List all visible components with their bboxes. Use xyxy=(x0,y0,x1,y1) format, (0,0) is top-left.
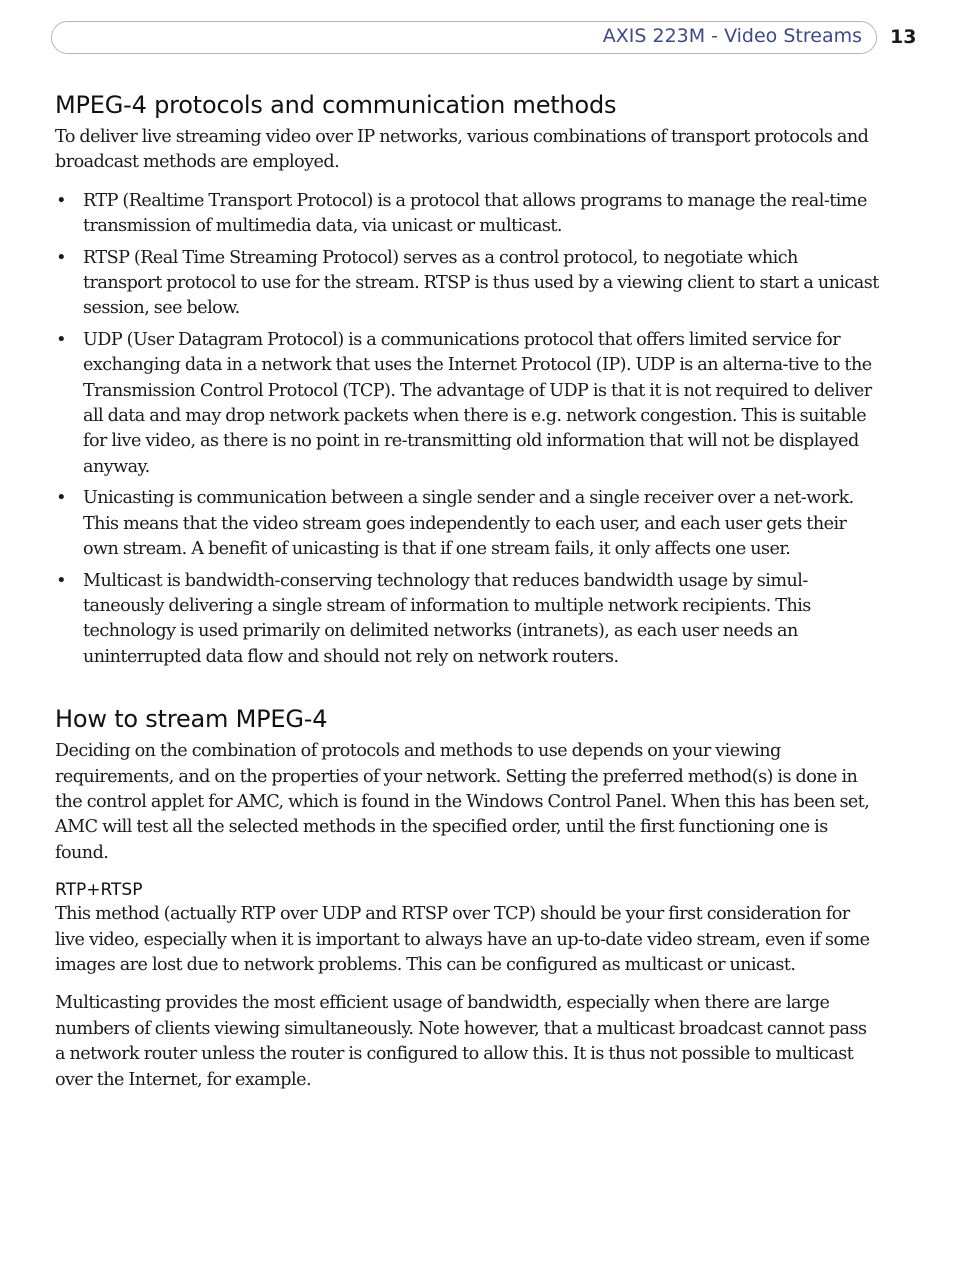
bullet-icon: • xyxy=(56,247,66,268)
paragraph-rtp-rtsp-1: This method (actually RTP over UDP and RTSP over TCP) should be your first consideration for live video, especially when it is important to always have an up-to-date video stream, even if some images are lost due to network problems. This can be configured as multicast or unicast. xyxy=(55,904,870,975)
bullet-text: RTSP (Real Time Streaming Protocol) serves as a control protocol, to negotiate which transport protocol to use for the stream. RTSP is thus used by a viewing client to start a unicast session, see below. xyxy=(83,247,879,319)
paragraph-rtp-rtsp-2: Multicasting provides the most efficient usage of bandwidth, especially when there are large numbers of clients viewing simultaneously. Note however, that a multicast broadcast cannot pass a network router unless the router is configured to allow this. It is thus not possible to multicast over the Internet, for example. xyxy=(55,993,867,1090)
protocol-bullet-list xyxy=(55,189,880,670)
page-number: 13 xyxy=(890,26,917,48)
bullet-item-rtp xyxy=(55,189,880,240)
section-heading-protocols: MPEG-4 protocols and communication methods xyxy=(55,91,617,119)
bullet-icon: • xyxy=(56,570,66,591)
bullet-icon: • xyxy=(56,190,66,211)
section-intro-how-to-stream: Deciding on the combination of protocols and methods to use depends on your viewing requirements, and on the properties of your network. Setting the preferred method(s) is done in the control applet for AMC, which is found in the Windows Control Panel. When this has been set, AMC will test all the selected methods in the specified order, until the first functioning one is found. xyxy=(55,741,870,863)
subsection-heading-rtp-rtsp: RTP+RTSP xyxy=(55,880,143,901)
bullet-item-rtsp xyxy=(55,246,880,322)
bullet-item-udp xyxy=(55,328,880,480)
bullet-item-multicast xyxy=(55,569,880,671)
header-title: AXIS 223M - Video Streams xyxy=(602,25,862,47)
bullet-text: Unicasting is communication between a single sender and a single receiver over a net-work. This means that the video stream goes independently to each user, and each user gets their own stream. A benefit of unicasting is that if one stream fails, it only affects one user. xyxy=(83,488,854,560)
bullet-text: Multicast is bandwidth-conserving technology that reduces bandwidth usage by simul-taneously delivering a single stream of information to multiple network recipients. This technology is used primarily on delimited networks (intranets), as each user needs an uninterrupted data flow and should not rely on network routers. xyxy=(83,570,811,667)
bullet-text: RTP (Realtime Transport Protocol) is a protocol that allows programs to manage the real-time transmission of multimedia data, via unicast or multicast. xyxy=(83,190,867,237)
bullet-icon: • xyxy=(56,329,66,350)
bullet-text: UDP (User Datagram Protocol) is a communications protocol that offers limited service for exchanging data in a network that uses the Internet Protocol (IP). UDP is an alterna-tive to the Transmission Control Protocol (TCP). The advantage of UDP is that it is not required to deliver all data and may drop network packets when there is e.g. network congestion. This is suitable for live video, as there is no point in re-transmitting old information that will not be displayed anyway. xyxy=(83,329,872,477)
section-intro-protocols: To deliver live streaming video over IP networks, various combinations of transport protocols and broadcast methods are employed. xyxy=(55,127,869,173)
page-content xyxy=(55,90,880,1093)
bullet-icon: • xyxy=(56,488,66,509)
bullet-item-unicasting xyxy=(55,486,880,562)
section-heading-how-to-stream: How to stream MPEG-4 xyxy=(55,705,328,734)
